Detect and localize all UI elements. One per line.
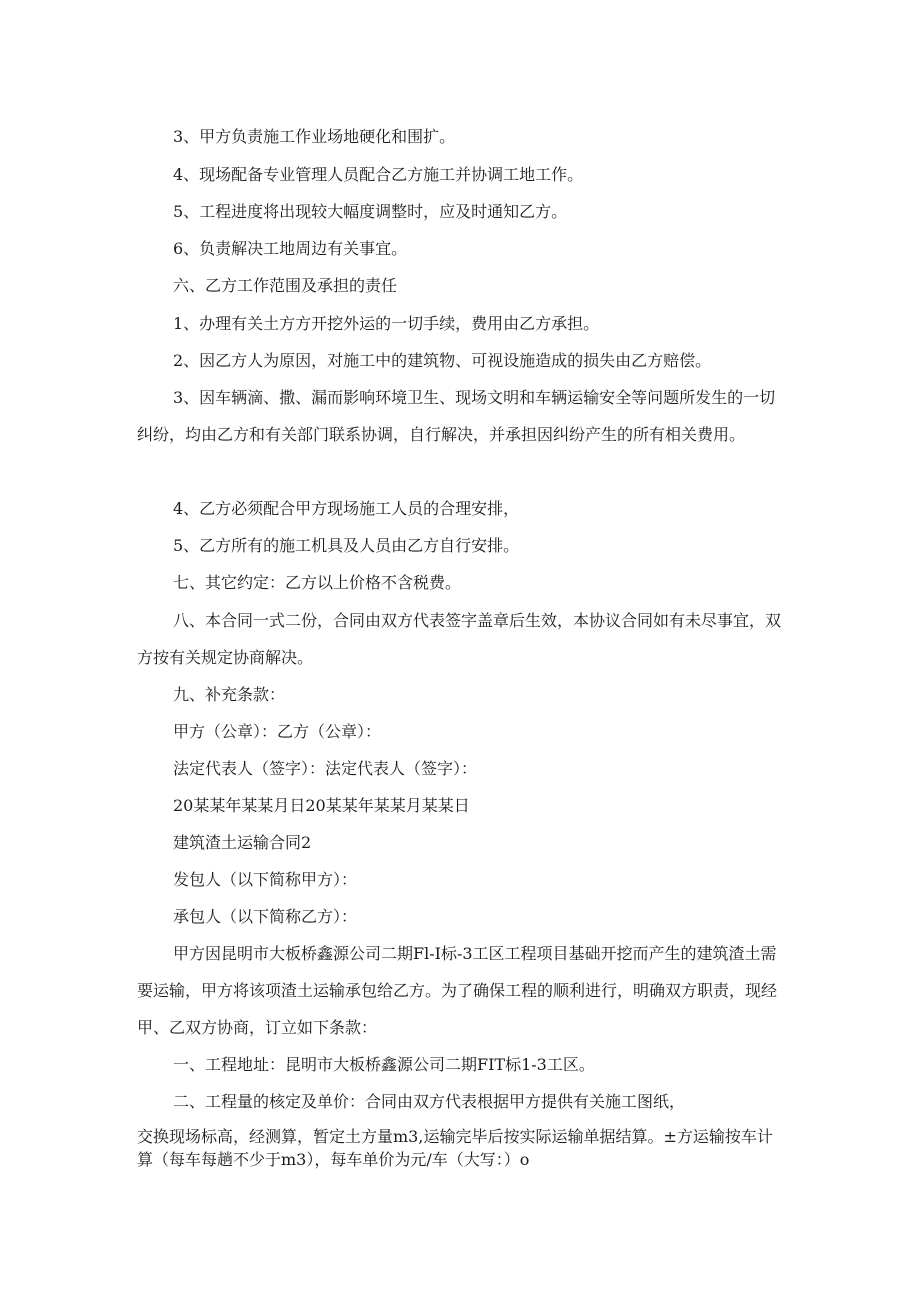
paragraph-6: 2、因乙方人为原因，对施工中的建筑物、可视设施造成的损失由乙方赔偿。 <box>173 351 712 370</box>
clause-2-continued: 交换现场标高，经测算，暂定土方量m3,运输完毕后按实际运输单据结算。±方运输按车计算（每车每趟不少于m3），每车单价为元/车（大写：）o <box>137 1127 773 1169</box>
section-heading-7: 七、其它约定：乙方以上价格不含税费。 <box>173 573 462 592</box>
clause-2: 二、工程量的核定及单价：合同由双方代表根据甲方提供有关施工图纸， <box>173 1092 686 1111</box>
paragraph-4: 6、负责解决工地周边有关事宜。 <box>173 239 408 258</box>
document-title-2: 建筑渣土运输合同2 <box>173 833 312 852</box>
signature-line: 法定代表人（签字）：法定代表人（签字）： <box>173 759 478 778</box>
paragraph-9: 5、乙方所有的施工机具及人员由乙方自行安排。 <box>173 536 520 555</box>
section-heading-9: 九、补充条款： <box>173 685 286 704</box>
section-heading-6: 六、乙方工作范围及承担的责任 <box>173 276 398 295</box>
paragraph-intro: 甲方因昆明市大板桥鑫源公司二期Fl-I标-3工区工程项目基础开挖而产生的建筑渣土需要运输，甲方将该项渣土运输承包给乙方。为了确保工程的顺利进行，明确双方职责，现经甲、乙双方协商，订立如下条款： <box>137 944 778 1037</box>
party-b-line: 承包人（以下简称乙方）： <box>173 907 358 926</box>
paragraph-5: 1、办理有关土方方开挖外运的一切手续，费用由乙方承担。 <box>173 314 600 333</box>
paragraph-2: 4、现场配备专业管理人员配合乙方施工并协调工地工作。 <box>173 165 584 184</box>
section-heading-8: 八、本合同一式二份，合同由双方代表签字盖章后生效，本协议合同如有未尽事宜，双方按有关规定协商解决。 <box>137 611 782 667</box>
date-line: 20某某年某某月日20某某年某某月某某日 <box>173 796 470 815</box>
seal-line: 甲方（公章）：乙方（公章）： <box>173 722 382 741</box>
paragraph-8: 4、乙方必须配合甲方现场施工人员的合理安排， <box>173 499 520 518</box>
party-a-line: 发包人（以下简称甲方）： <box>173 870 358 889</box>
paragraph-1: 3、甲方负责施工作业场地硬化和围扩。 <box>173 127 456 146</box>
clause-1: 一、工程地址：昆明市大板桥鑫源公司二期FIT标1-3工区。 <box>173 1055 595 1074</box>
paragraph-3: 5、工程进度将出现较大幅度调整时，应及时通知乙方。 <box>173 202 568 221</box>
paragraph-7: 3、因车辆滴、撒、漏而影响环境卫生、现场文明和车辆运输安全等问题所发生的一切纠纷，均由乙方和有关部门联系协调，自行解决，并承担因纠纷产生的所有相关费用。 <box>137 388 776 444</box>
